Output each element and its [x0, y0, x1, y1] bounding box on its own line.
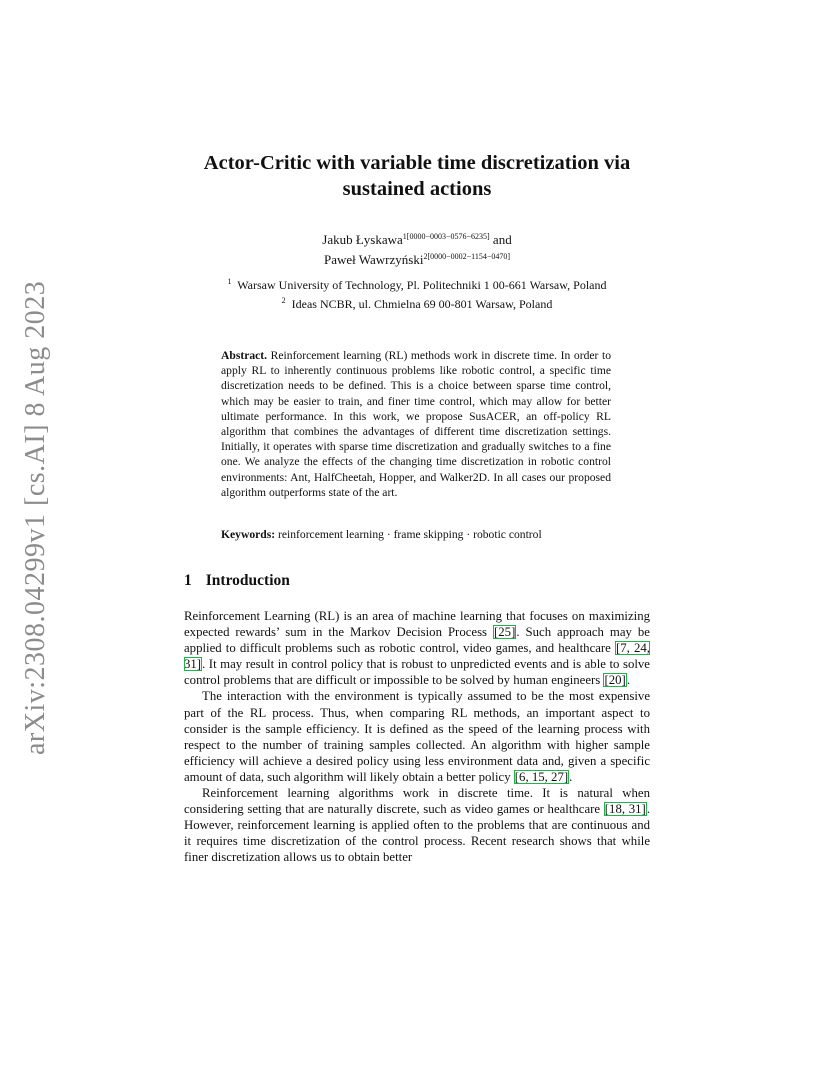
- introduction-body: [184, 608, 650, 866]
- paper-title: [150, 150, 684, 202]
- paragraph-2: [184, 688, 650, 785]
- affiliation-1-text: Warsaw University of Technology, Pl. Politechniki 1 00-661 Warsaw, Poland: [237, 278, 607, 292]
- p3-text-b: . However, reinforcement learning is applied often to the problems that are continuous and it requires time discretization of the control process. Recent research shows that while finer discretization allows us to obtain better: [184, 802, 651, 865]
- p1-text-a: Reinforcement Learning (RL) is an area of machine learning that focuses on maximizing expected rewards’ sum in the Markov Decision Process: [184, 609, 650, 640]
- author-1-name: Jakub Łyskawa: [322, 232, 403, 247]
- p3-text-a: Reinforcement learning algorithms work in discrete time. It is natural when considering setting that are naturally discrete, such as video games or healthcare: [184, 786, 650, 817]
- p1-text-d: .: [626, 673, 631, 688]
- affiliation-2: [150, 293, 684, 312]
- affiliation-2-mark: 2: [281, 296, 286, 305]
- paragraph-3: [184, 785, 650, 865]
- author-1-orcid: 1[0000−0003−0576−6235]: [402, 232, 490, 241]
- affiliation-1: [150, 274, 684, 293]
- title-line-2: sustained actions: [342, 178, 492, 200]
- citation-link[interactable]: [7, 24, 31]: [184, 641, 650, 672]
- author-conjunction: and: [492, 232, 512, 247]
- affiliation-2-text: Ideas NCBR, ul. Chmielna 69 00-801 Warsaw, Poland: [291, 297, 553, 311]
- keywords: [221, 527, 631, 542]
- abstract-text: Reinforcement learning (RL) methods work in discrete time. In order to apply RL to inherently continuous problems like robotic control, a specific time discretization needs to be defined. This is a choice between sparse time control, which may be easier to train, and finer time control, which may allow for better ultimate performance. In this work, we propose SusACER, an off-policy RL algorithm that combines the advantages of different time discretization settings. Initially, it operates with sparse time discretization and gradually switches to a fine one. We analyze the effects of the changing time discretization in robotic control environments: Ant, HalfCheetah, Hopper, and Walker2D. In all cases our proposed algorithm outperforms state of the art.: [221, 349, 612, 499]
- affiliation-1-mark: 1: [227, 277, 232, 286]
- arxiv-identifier-stamp: arXiv:2308.04299v1 [cs.AI] 8 Aug 2023: [20, 280, 51, 755]
- author-line-1: [150, 228, 684, 248]
- title-line-1: Actor-Critic with variable time discretization via: [203, 152, 631, 174]
- section-heading-introduction: [184, 572, 290, 590]
- p1-text-b: . Such approach may be applied to difficult problems such as robotic control, video games, and healthcare: [184, 625, 650, 656]
- keywords-label: Keywords:: [221, 528, 276, 541]
- section-title: Introduction: [205, 572, 290, 589]
- author-2-name: Paweł Wawrzyński: [323, 252, 424, 267]
- citation-link[interactable]: [6, 15, 27]: [514, 769, 569, 784]
- p1-text-c: . It may result in control policy that is robust to unpredicted events and is able to solve control problems that are difficult or impossible to be solved by human engineers: [184, 657, 650, 688]
- p2-text-a: The interaction with the environment is typically assumed to be the most expensive part of the RL process. Thus, when comparing RL methods, an important aspect to consider is the sample efficiency. It is defined as the speed of the learning process with respect to the number of training samples collected. An algorithm with higher sample efficiency will achieve a desired policy using less environment data and, given a specific amount of data, such algorithm will likely obtain a better policy: [184, 689, 650, 784]
- paragraph-1: [184, 608, 650, 688]
- abstract: [221, 348, 611, 500]
- abstract-label: Abstract.: [221, 349, 268, 362]
- authors-block: [150, 228, 684, 268]
- keywords-text: reinforcement learning · frame skipping · robotic control: [278, 528, 542, 541]
- citation-link[interactable]: [18, 31]: [604, 802, 646, 817]
- citation-link[interactable]: [25]: [494, 625, 516, 640]
- author-2-orcid: 2[0000−0002−1154−0470]: [423, 252, 511, 261]
- citation-link[interactable]: [20]: [604, 673, 626, 688]
- author-line-2: [150, 248, 684, 268]
- p2-text-b: .: [569, 769, 573, 784]
- section-number: 1: [184, 572, 192, 589]
- affiliations-block: [150, 274, 684, 312]
